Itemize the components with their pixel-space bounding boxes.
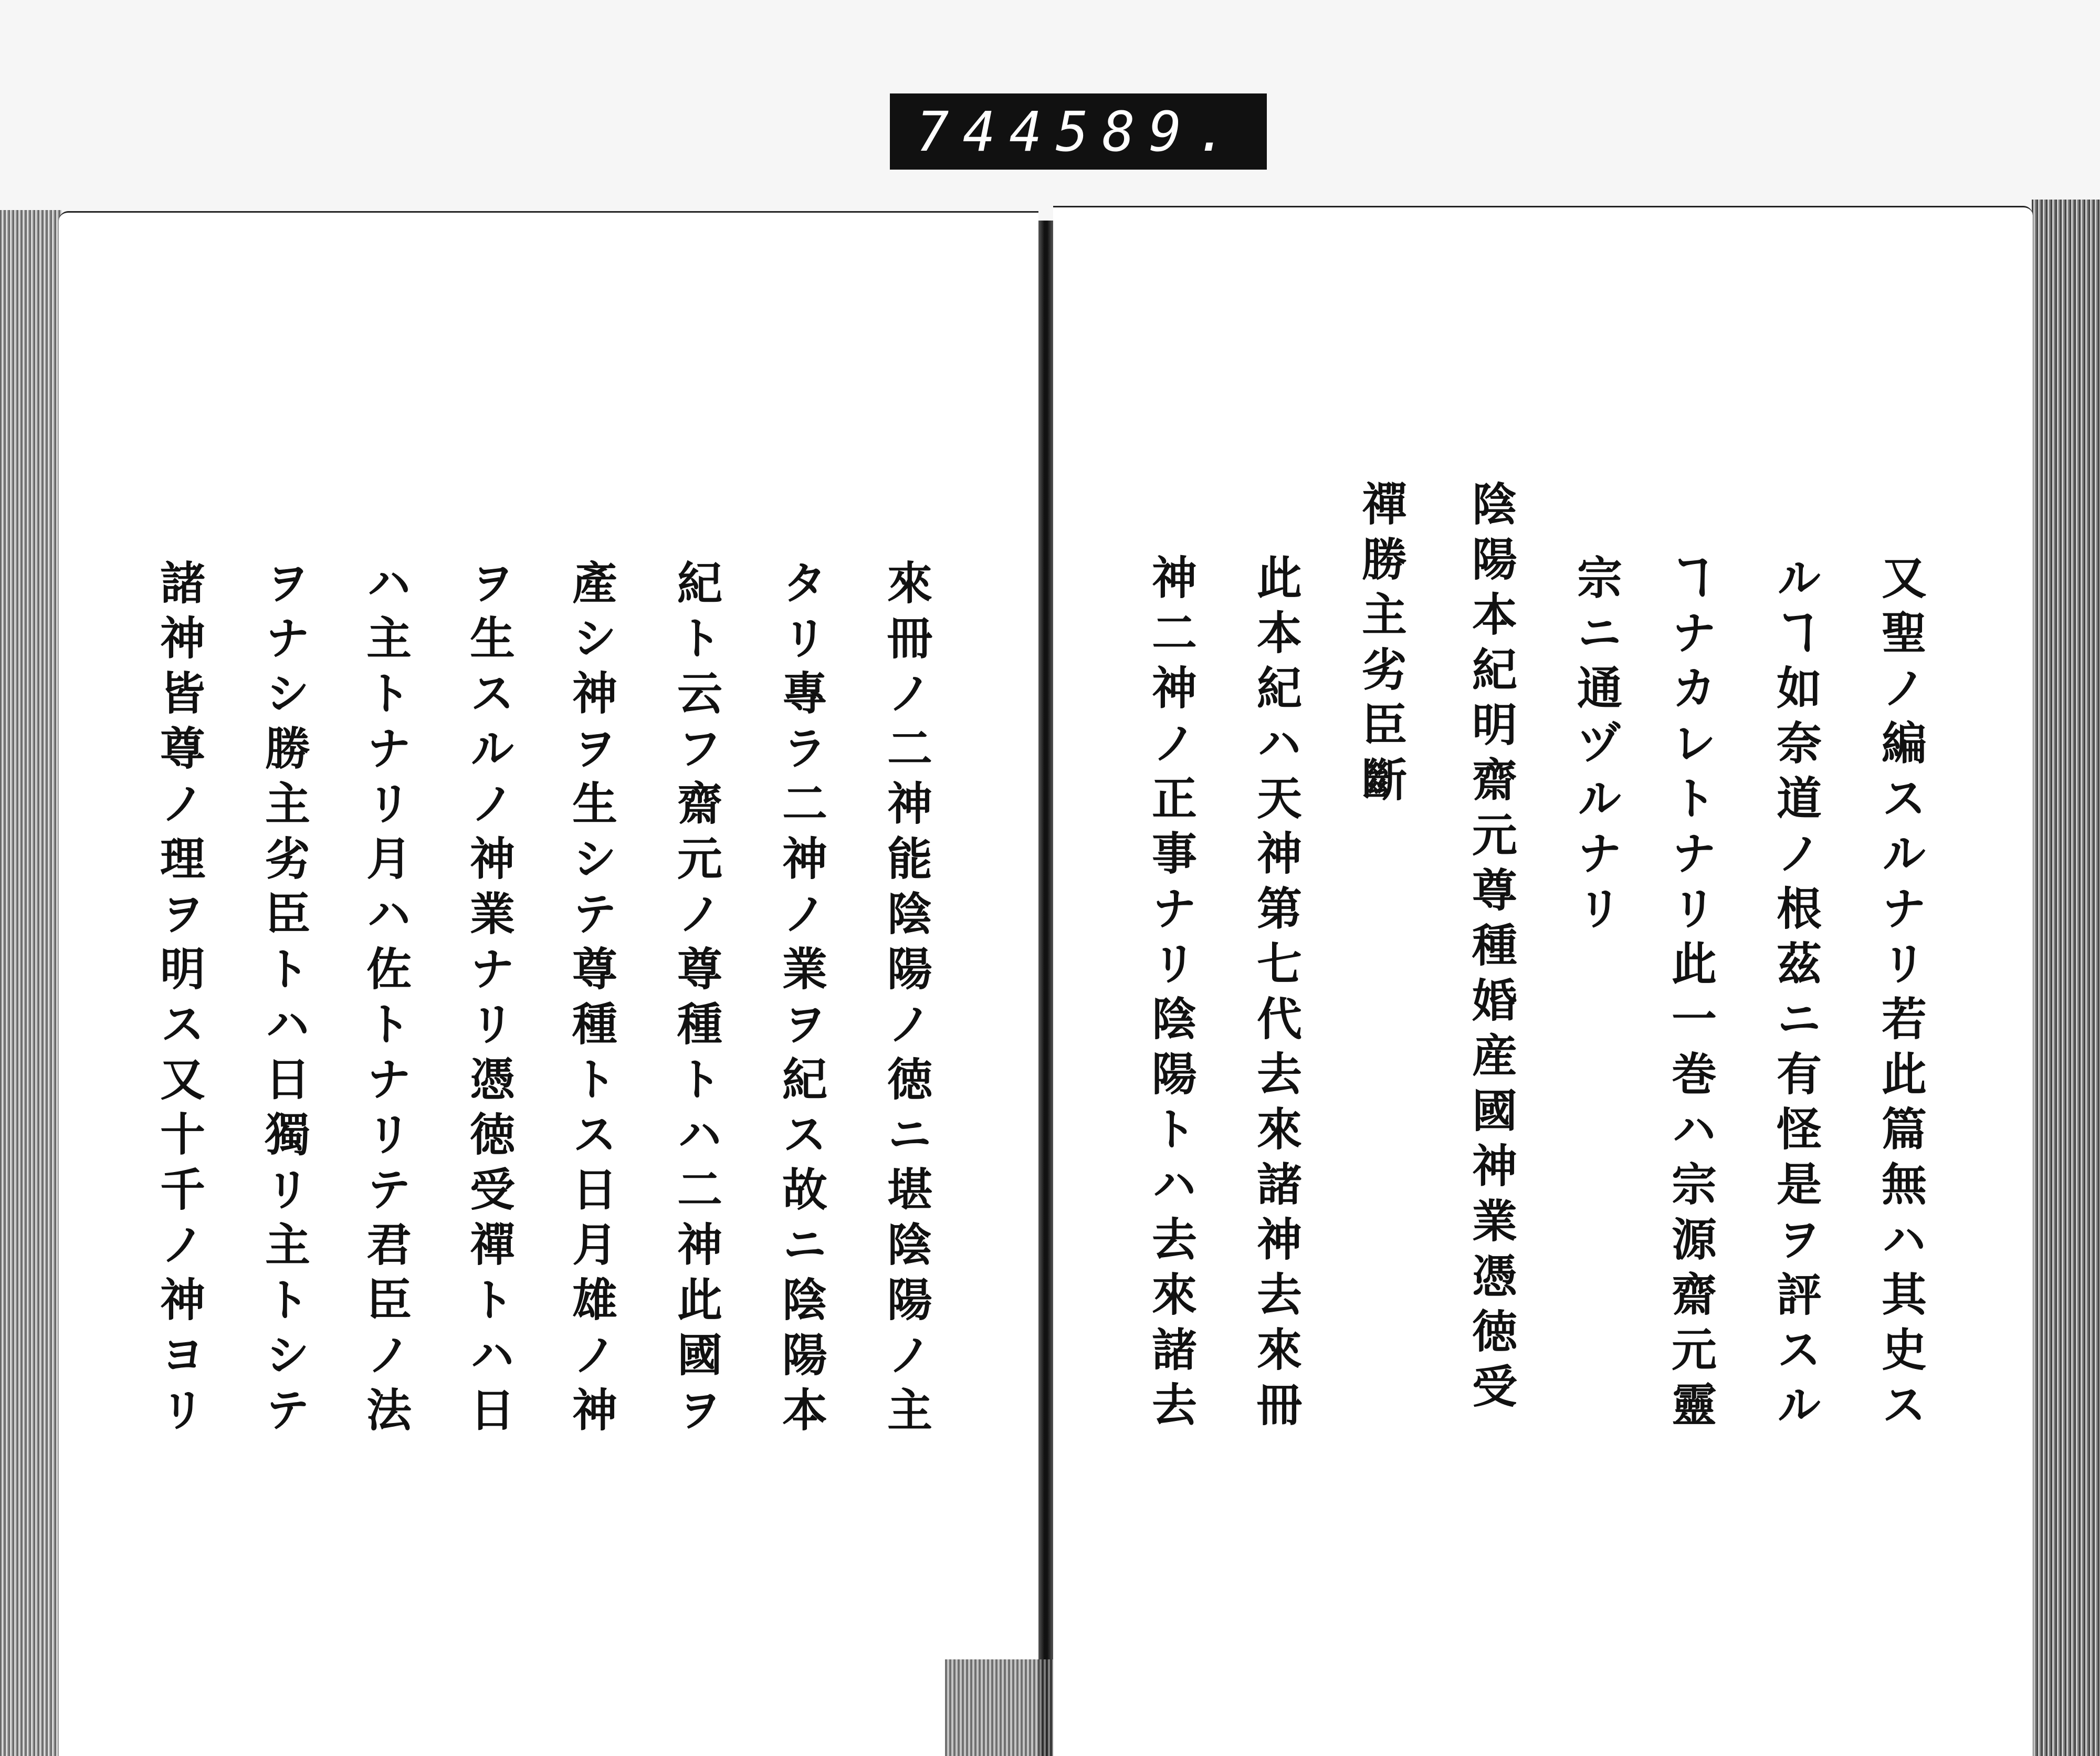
right-page-edges (2032, 200, 2100, 1756)
text-column: 神二神ノ正事ナリ陰陽トハ去來諸去 (1144, 554, 1197, 1436)
text-column: 產シ神ヲ生シテ尊種トス日月雄ノ神 (564, 559, 617, 1441)
text-column: 諸神皆尊ノ理ヲ明ス又十千ノ神ヨリ (152, 559, 205, 1441)
left-page (59, 211, 1038, 1756)
text-column: 此本紀ハ天神第七代去來諸神去來冊 (1249, 554, 1302, 1436)
text-column: ヲナシ勝主劣臣トハ日獨リ主トシテ (257, 559, 310, 1441)
text-column: 紀ト云フ齋元ノ尊種トハ二神此國ヲ (669, 559, 722, 1441)
open-book (0, 200, 2100, 1756)
text-column: 禪勝主劣臣斷 (1354, 480, 1407, 811)
text-column: 宗ニ通ヅルナリ (1569, 554, 1622, 940)
text-column: 來冊ノ二神能陰陽ノ徳ニ堪陰陽ノ主 (879, 559, 932, 1441)
frame-number: 589. (1055, 99, 1242, 164)
text-column: ハ主トナリ月ハ佐トナリテ君臣ノ法 (359, 559, 412, 1441)
reel-number: 744 (916, 99, 1056, 164)
right-page (1053, 206, 2033, 1756)
text-column: 陰陽本紀明齋元尊種婚産國神業憑徳受 (1464, 480, 1517, 1418)
text-column: 又聖ノ編スルナリ若此篇無ハ其史ス (1874, 554, 1927, 1436)
left-page-edges (0, 210, 62, 1756)
book-gutter (1038, 221, 1053, 1756)
text-column: ヿナカレトナリ此一巻ハ宗源齋元靈 (1664, 554, 1717, 1436)
reel-frame-label (890, 93, 1267, 170)
text-column: ルヿ如奈道ノ根茲ニ有怪是ヲ評スル (1769, 554, 1822, 1436)
text-column: ヲ生スルノ神業ナリ憑徳受禪トハ日 (462, 559, 515, 1441)
text-column: タリ專ラ二神ノ業ヲ紀ス故ニ陰陽本 (774, 559, 827, 1441)
